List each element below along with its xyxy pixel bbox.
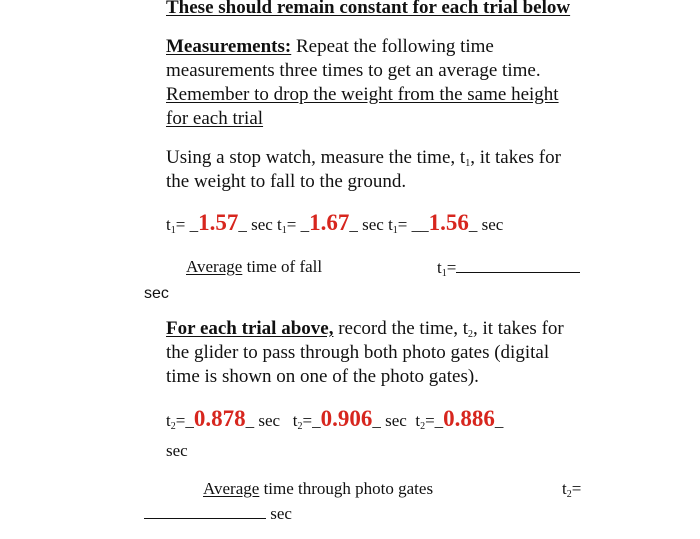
measurements-label: Measurements: — [166, 36, 292, 57]
glider-instruction-line-3: time is shown on one of the photo gates). — [166, 366, 479, 387]
glider-instruction-line-2: the glider to pass through both photo gates (digital — [166, 342, 550, 363]
fall-instruction-line-2: the weight to fall to the ground. — [166, 171, 407, 192]
average-fall-blank — [456, 256, 580, 273]
average-gates-t: $t_2=$ — [562, 479, 582, 500]
fall-trial-3-value: 1.56 — [428, 210, 469, 235]
glider-trial-2-value: 0.906 — [320, 406, 373, 431]
average-gates-blank — [144, 502, 266, 519]
fall-trials-row: $t_1=$ _1.57_ $\sec t_1=$ _1.67_ $\sec t_1=$ __1.56_ sec — [166, 210, 504, 236]
average-gates-field: sec — [144, 502, 292, 525]
measurements-line-1: Measurements: Repeat the following time — [166, 36, 494, 57]
glider-instruction-line-1: For each trial above, record the time, $t_2$, it takes for — [166, 318, 564, 340]
average-fall-unit: sec — [144, 285, 169, 302]
measurements-line-3: Remember to drop the weight from the same height — [166, 84, 559, 105]
section-header: These should remain constant for each trial below — [166, 0, 571, 18]
fall-instruction-line-1: Using a stop watch, measure the time, $t_1$, it takes for — [166, 147, 561, 169]
measurements-line-4: for each trial — [166, 108, 264, 129]
average-fall-label: Average time of fall — [186, 257, 323, 276]
glider-trials-row: $t_2=\_0.878\_$ sec $t_2=\_0.906\_$ $\sec t_2=\_0.886\_$ — [166, 406, 504, 432]
glider-trials-unit: sec — [166, 441, 188, 460]
glider-trial-1-value: 0.878 — [193, 406, 246, 431]
fall-trial-2-value: 1.67 — [309, 210, 350, 235]
glider-trial-3-value: 0.886 — [443, 406, 495, 431]
measurements-line-2: measurements three times to get an average time. — [166, 60, 541, 81]
average-gates-label: Average time through photo gates — [203, 479, 434, 498]
average-fall-field: $t_1=$ — [437, 256, 580, 285]
fall-trial-1-value: 1.57 — [198, 210, 239, 235]
